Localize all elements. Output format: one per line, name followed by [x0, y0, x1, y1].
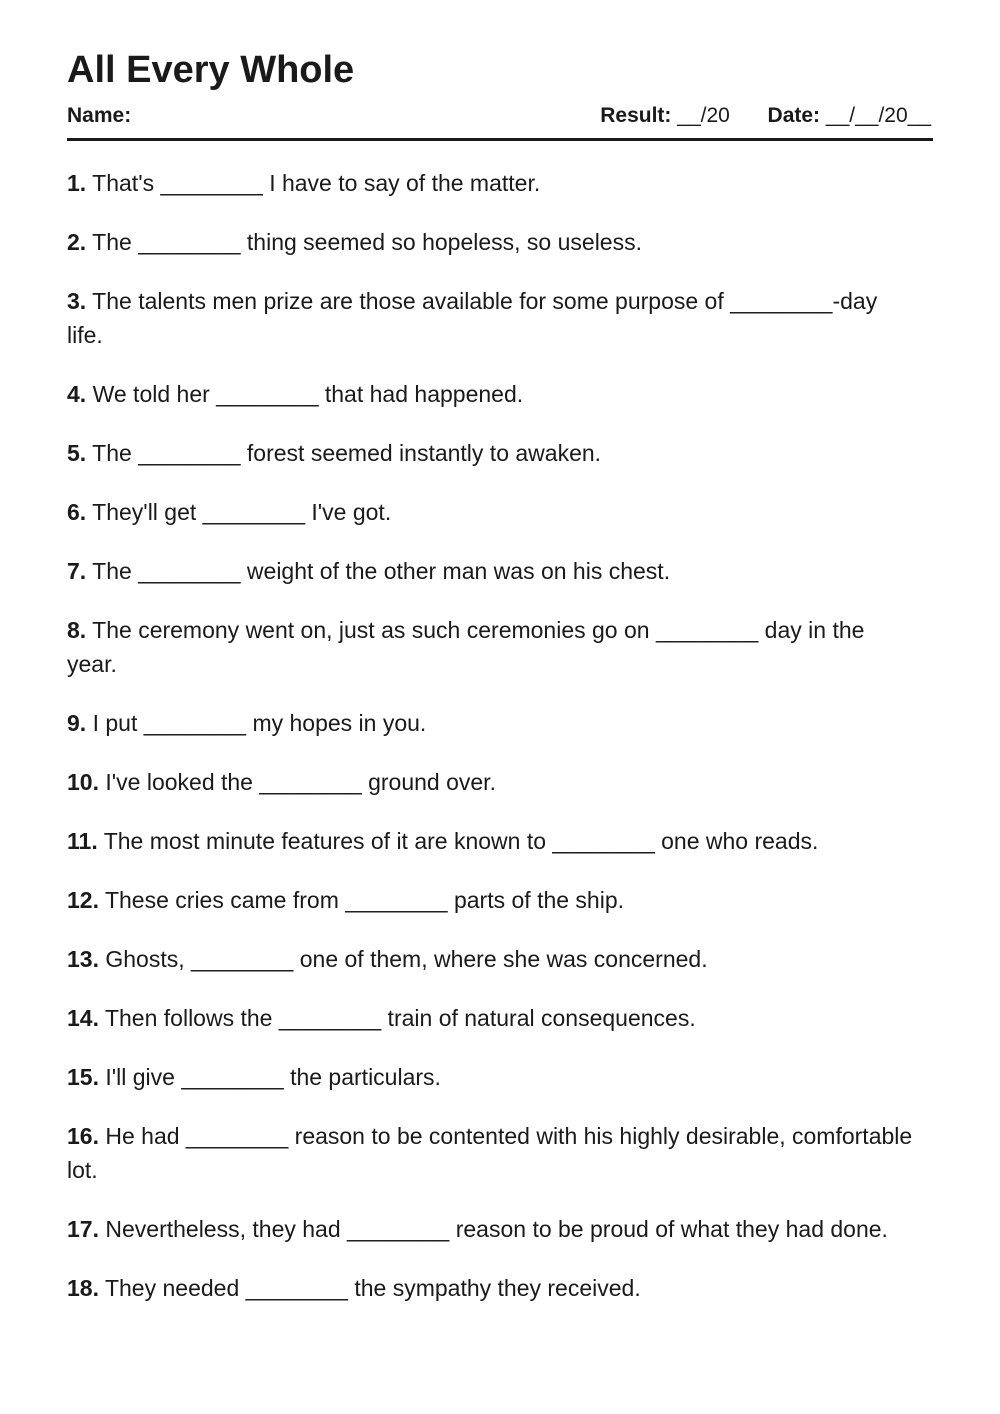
- question-number: 5.: [67, 440, 87, 466]
- question-item: [67, 613, 917, 681]
- question-text: They needed ________ the sympathy they received.: [104, 1275, 641, 1301]
- question-item: [67, 824, 917, 858]
- question-item: [67, 284, 917, 352]
- question-item: [67, 495, 917, 529]
- question-item: [67, 377, 917, 411]
- question-number: 11.: [67, 828, 98, 854]
- worksheet-title: All Every Whole: [67, 49, 355, 91]
- question-text: The most minute features of it are known to ________ one who reads.: [103, 828, 819, 854]
- question-item: [67, 765, 917, 799]
- header-divider: [67, 138, 933, 141]
- question-number: 8.: [67, 617, 87, 643]
- question-number: 12.: [67, 887, 99, 913]
- question-text: They'll get ________ I've got.: [92, 499, 392, 525]
- question-number: 6.: [67, 499, 87, 525]
- question-item: [67, 706, 917, 740]
- question-number: 3.: [67, 288, 87, 314]
- question-text: I put ________ my hopes in you.: [92, 710, 427, 736]
- question-text: Ghosts, ________ one of them, where she was concerned.: [105, 946, 708, 972]
- question-item: [67, 554, 917, 588]
- question-number: 7.: [67, 558, 87, 584]
- question-text: Then follows the ________ train of natural consequences.: [104, 1005, 696, 1031]
- name-field: [67, 102, 131, 130]
- question-text: I'll give ________ the particulars.: [105, 1064, 441, 1090]
- question-item: [67, 1119, 917, 1187]
- question-number: 14.: [67, 1005, 99, 1031]
- question-text: We told her ________ that had happened.: [92, 381, 524, 407]
- question-item: [67, 166, 917, 200]
- date-value: __/__/20__: [825, 104, 931, 127]
- question-text: The ________ forest seemed instantly to awaken.: [92, 440, 602, 466]
- question-text: The ________ thing seemed so hopeless, so useless.: [92, 229, 642, 255]
- question-text: Nevertheless, they had ________ reason to be proud of what they had done.: [105, 1216, 888, 1242]
- question-item: [67, 1060, 917, 1094]
- question-number: 15.: [67, 1064, 99, 1090]
- question-number: 4.: [67, 381, 87, 407]
- question-item: [67, 1271, 917, 1305]
- question-item: [67, 1212, 917, 1246]
- question-text: That's ________ I have to say of the matter.: [92, 170, 541, 196]
- question-text: The ceremony went on, just as such ceremonies go on ________ day in the year.: [67, 617, 865, 677]
- question-item: [67, 942, 917, 976]
- question-text: I've looked the ________ ground over.: [105, 769, 496, 795]
- question-number: 10.: [67, 769, 99, 795]
- question-number: 16.: [67, 1123, 99, 1149]
- question-item: [67, 1001, 917, 1035]
- question-text: The ________ weight of the other man was on his chest.: [92, 558, 671, 584]
- name-label: Name:: [67, 104, 132, 127]
- question-number: 13.: [67, 946, 99, 972]
- question-text: These cries came from ________ parts of the ship.: [104, 887, 625, 913]
- question-number: 9.: [67, 710, 87, 736]
- question-item: [67, 436, 917, 470]
- question-text: He had ________ reason to be contented with his highly desirable, comfortable lot.: [67, 1123, 913, 1183]
- question-item: [67, 225, 917, 259]
- question-number: 2.: [67, 229, 87, 255]
- result-label: Result:: [600, 104, 672, 127]
- question-number: 1.: [67, 170, 87, 196]
- date-label: Date:: [767, 104, 821, 127]
- question-number: 17.: [67, 1216, 99, 1242]
- question-number: 18.: [67, 1275, 99, 1301]
- question-item: [67, 883, 917, 917]
- worksheet-header: [67, 102, 933, 130]
- result-value: __/20: [677, 104, 730, 127]
- result-date-fields: [600, 102, 931, 130]
- question-list: [67, 166, 917, 1330]
- question-text: The talents men prize are those available for some purpose of ________-day life.: [67, 288, 878, 348]
